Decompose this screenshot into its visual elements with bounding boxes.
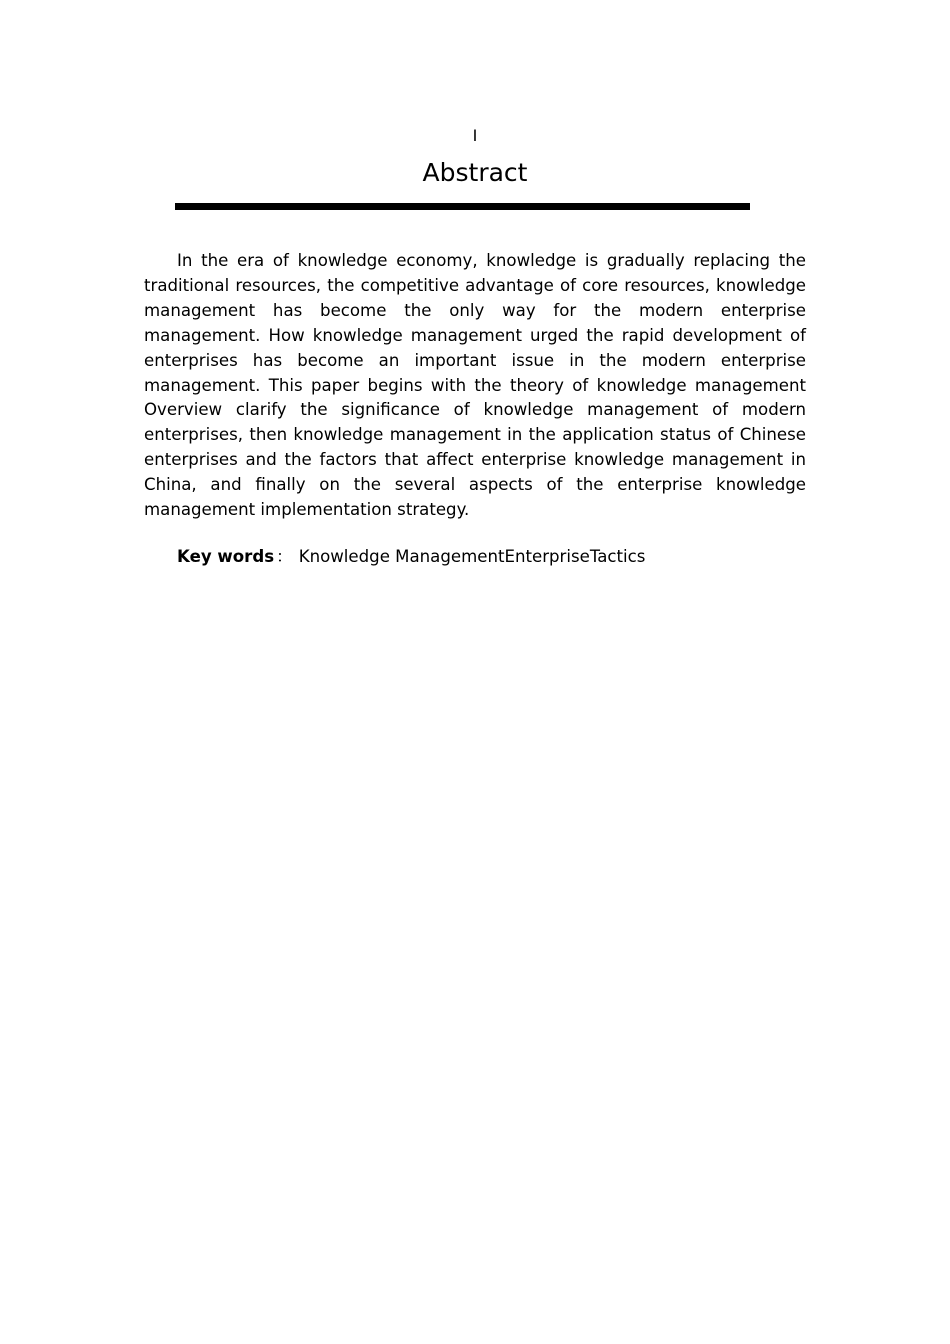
keywords-line: [177, 545, 806, 569]
abstract-paragraph: In the era of knowledge economy, knowledge is gradually replacing the traditional resources, the competitive advantage of core resources, knowledge management has become the only way for the modern enterprise management. How knowledge management urged the rapid development of enterprises has become an important issue in the modern enterprise management. This paper begins with the theory of knowledge management Overview clarify the significance of knowledge management of modern enterprises, then knowledge management in the application status of Chinese enterprises and the factors that affect enterprise knowledge management in China, and finally on the several aspects of the enterprise knowledge management implementation strategy.: [144, 251, 806, 520]
keywords-value: Knowledge ManagementEnterpriseTactics: [298, 547, 646, 566]
title-underline-divider: [175, 203, 750, 210]
keywords-label: Key words: [177, 547, 275, 566]
page-title: Abstract: [422, 158, 528, 187]
page-number: I: [472, 126, 478, 145]
keywords-separator: ：: [276, 547, 293, 566]
